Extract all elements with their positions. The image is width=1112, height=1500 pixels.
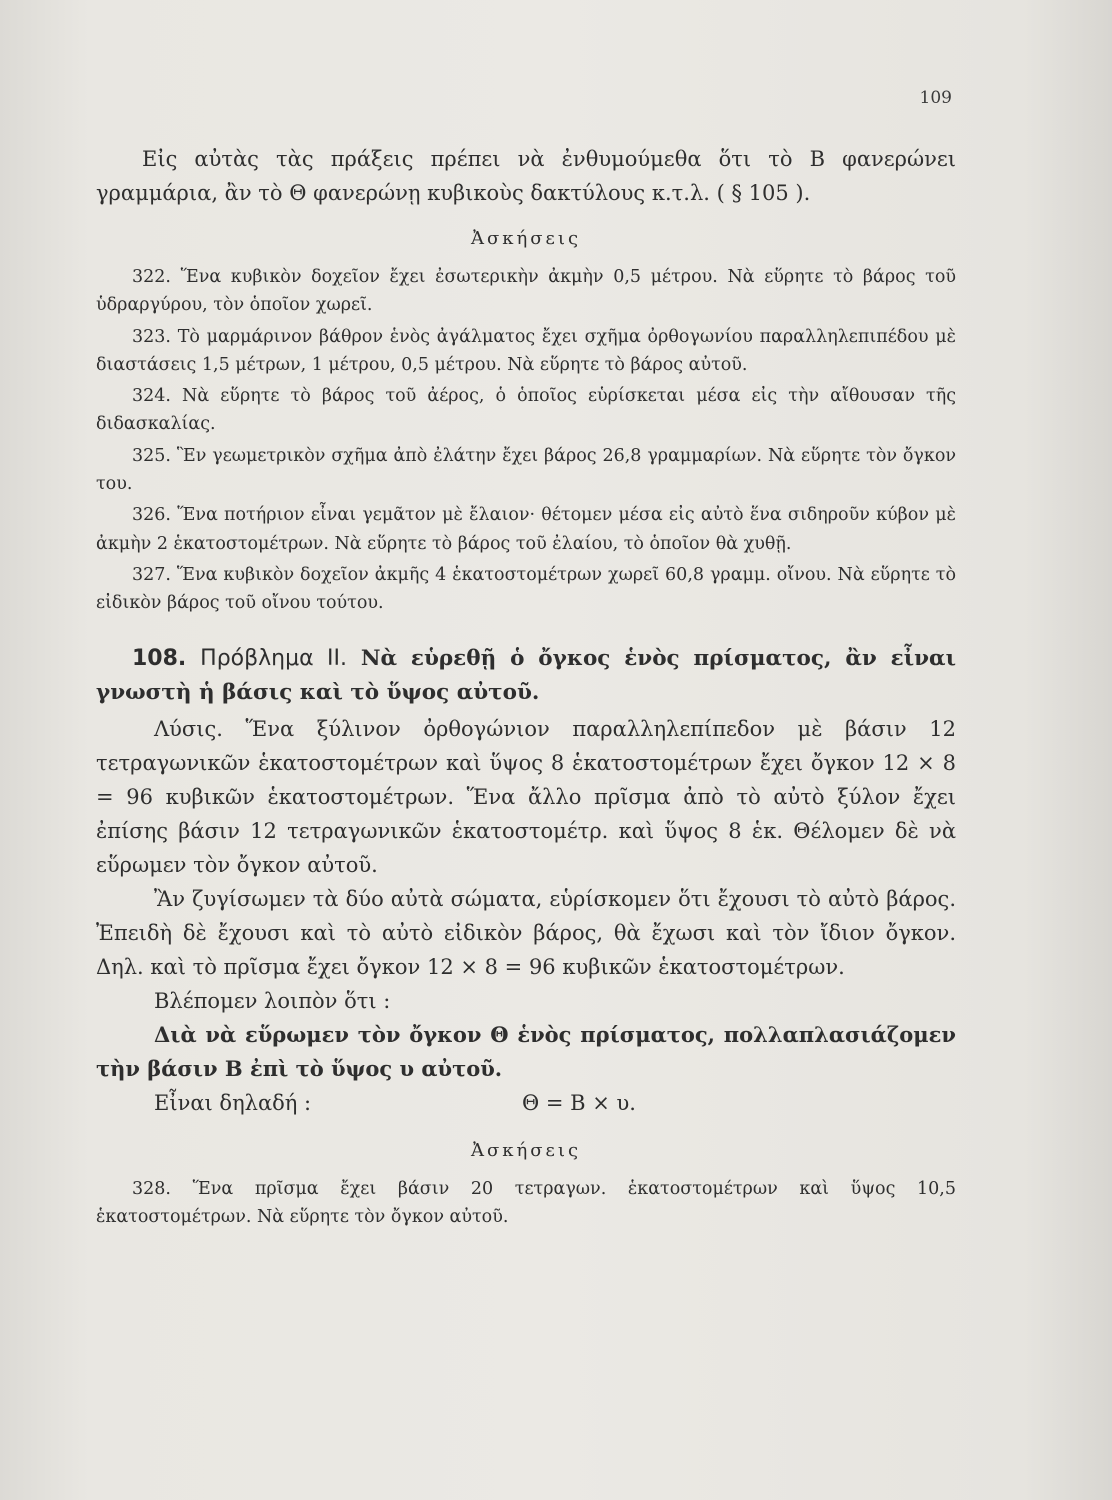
exercise-list bbox=[96, 263, 956, 618]
exercise-325: 325. Ἓν γεωμετρικὸν σχῆμα ἀπὸ ἐλάτην ἔχει βάρος 26,8 γραμμαρίων. Νὰ εὕρητε τὸν ὄγκον του. bbox=[96, 445, 956, 495]
exercise-327: 327. Ἕνα κυβικὸν δοχεῖον ἀκμῆς 4 ἑκατοστομέτρων χωρεῖ 60,8 γραμμ. οἴνου. Νὰ εὕρητε τὸ εἰδικὸν βάρος τοῦ οἴνου τούτου. bbox=[96, 564, 956, 614]
page-number: 109 bbox=[919, 88, 952, 108]
section-label: Πρόβλημα ΙΙ. bbox=[200, 645, 347, 671]
exercise-list-2 bbox=[96, 1175, 956, 1232]
formula-label: Εἶναι δηλαδή : bbox=[154, 1090, 312, 1115]
exercise-326: 326. Ἕνα ποτήριον εἶναι γεμᾶτον μὲ ἔλαιον· θέτομεν μέσα εἰς αὐτὸ ἕνα σιδηροῦν κύβον μὲ ἀκμὴν 2 ἑκατοστομέτρων. Νὰ εὕρητε τὸ βάρος τοῦ ἐλαίου, τὸ ὁποῖον θὰ χυθῇ. bbox=[96, 505, 956, 554]
section-title: Νὰ εὑρεθῇ ὁ ὄγκος ἑνὸς πρίσματος, ἂν εἶναι γνωστὴ ἡ βάσις καὶ τὸ ὕψος αὐτοῦ. bbox=[96, 645, 956, 705]
formula-line bbox=[96, 1086, 956, 1120]
section-heading bbox=[96, 642, 956, 710]
page-content bbox=[96, 142, 956, 1234]
solution-paragraph-1: Λύσις. Ἕνα ξύλινον ὀρθογώνιον παραλληλεπίπεδον μὲ βάσιν 12 τετραγωνικῶν ἑκατοστομέτρων καὶ ὕψος 8 ἑκατοστομέτρων ἔχει ὄγκον 12 × 8 = 96 κυβικῶν ἑκατοστομέτρων. Ἕνα ἄλλο πρῖσμα ἀπὸ τὸ αὐτὸ ξύλον ἔχει ἐπίσης βάσιν 12 τετραγωνικῶν ἑκατοστομέτρ. καὶ ὕψος 8 ἑκ. Θέλομεν δὲ νὰ εὕρωμεν τὸν ὄγκον αὐτοῦ. bbox=[96, 716, 956, 877]
volume-rule: Διὰ νὰ εὕρωμεν τὸν ὄγκον Θ ἑνὸς πρίσματος, πολλαπλασιάζομεν τὴν βάσιν Β ἐπὶ τὸ ὕψος υ αὐτοῦ. bbox=[96, 1021, 956, 1081]
solution-paragraph-2: Ἂν ζυγίσωμεν τὰ δύο αὐτὰ σώματα, εὑρίσκομεν ὅτι ἔχουσι τὸ αὐτὸ βάρος. Ἐπειδὴ δὲ ἔχουσι καὶ τὸ αὐτὸ εἰδικὸν βάρος, θὰ ἔχωσι καὶ τὸν ἴδιον ὄγκον. Δηλ. καὶ τὸ πρῖσμα ἔχει ὄγκον 12 × 8 = 96 κυβικῶν ἑκατοστομέτρων. bbox=[96, 886, 956, 979]
exercise-328: 328. Ἕνα πρῖσμα ἔχει βάσιν 20 τετραγων. ἑκατοστομέτρων καὶ ὕψος 10,5 ἑκατοστομέτρων. Νὰ εὕρητε τὸν ὄγκον αὐτοῦ. bbox=[96, 1178, 956, 1227]
solution-paragraph-3: Βλέπομεν λοιπὸν ὅτι : bbox=[154, 988, 391, 1013]
intro-paragraph: Εἰς αὐτὰς τὰς πράξεις πρέπει νὰ ἐνθυμούμεθα ὅτι τὸ Β φανερώνει γραμμάρια, ἂν τὸ Θ φανερώνῃ κυβικοὺς δακτύλους κ.τ.λ. ( § 105 ). bbox=[96, 147, 956, 205]
exercise-324: 324. Νὰ εὕρητε τὸ βάρος τοῦ ἀέρος, ὁ ὁποῖος εὑρίσκεται μέσα εἰς τὴν αἴθουσαν τῆς διδασκαλίας. bbox=[96, 386, 956, 435]
exercise-322: 322. Ἕνα κυβικὸν δοχεῖον ἔχει ἐσωτερικὴν ἀκμὴν 0,5 μέτρου. Νὰ εὕρητε τὸ βάρος τοῦ ὑδραργύρου, τὸν ὁποῖον χωρεῖ. bbox=[96, 267, 956, 316]
exercises-heading-2: Ἀσκήσεις bbox=[470, 1139, 582, 1161]
exercises-heading: Ἀσκήσεις bbox=[470, 228, 582, 249]
section-number: 108. bbox=[132, 645, 187, 671]
exercise-323: 323. Τὸ μαρμάρινον βάθρον ἑνὸς ἀγάλματος ἔχει σχῆμα ὀρθογωνίου παραλληλεπιπέδου μὲ διαστάσεις 1,5 μέτρων, 1 μέτρου, 0,5 μέτρου. Νὰ εὕρητε τὸ βάρος αὐτοῦ. bbox=[96, 326, 956, 375]
volume-formula: Θ = Β × υ. bbox=[522, 1090, 636, 1115]
